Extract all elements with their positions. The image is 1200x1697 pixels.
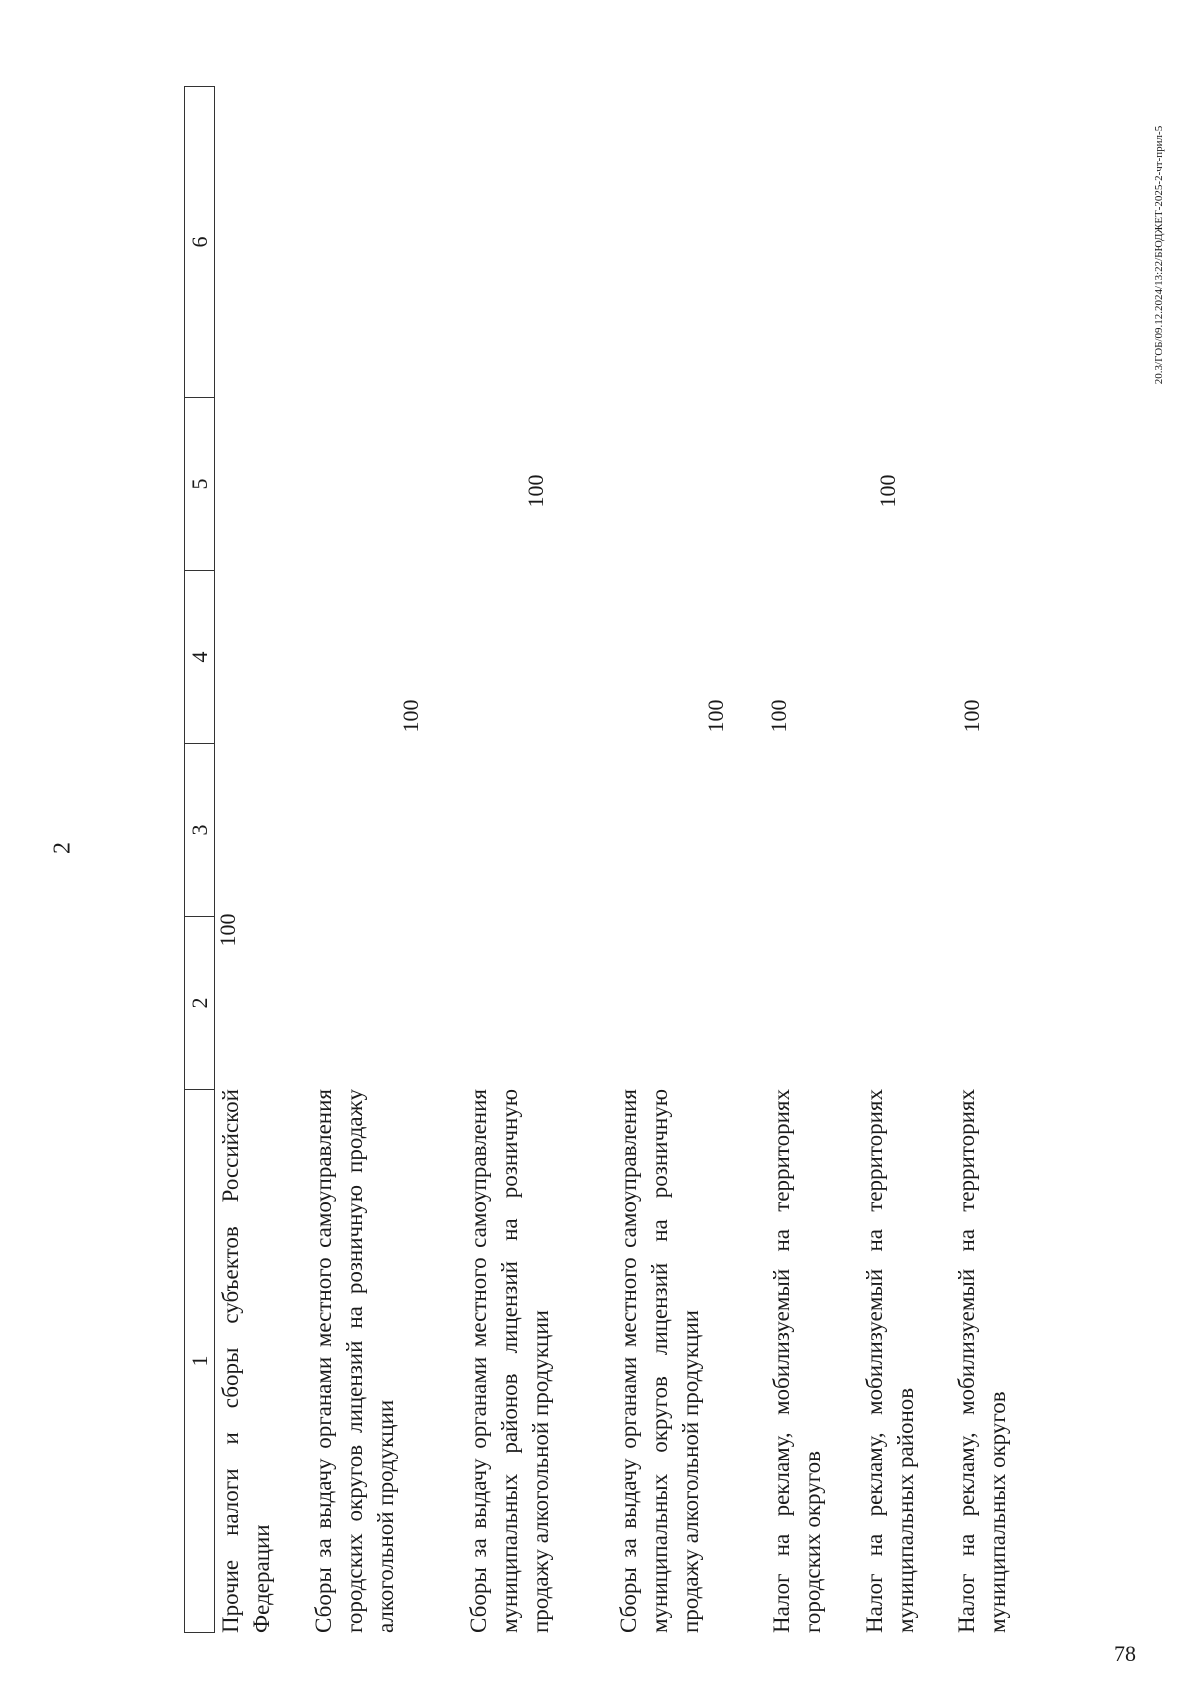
value-cell: 100 bbox=[398, 699, 423, 733]
table-header bbox=[184, 81, 215, 1633]
footer-code: 20.3/ГОБ/09.12.2024/13:22/БЮДЖЕТ-2025-2-чт-прил-5 bbox=[1153, 125, 1165, 385]
value-cell: 100 bbox=[959, 699, 984, 733]
column-header: 3 bbox=[184, 743, 215, 917]
table-row bbox=[859, 81, 951, 1633]
table-row bbox=[215, 81, 308, 1633]
row-description: Прочие налоги и сборы субъектов Российской Федерации bbox=[218, 1089, 274, 1633]
column-header: 6 bbox=[184, 86, 215, 398]
value-cell: 100 bbox=[703, 699, 728, 733]
value-cell: 100 bbox=[523, 474, 548, 508]
row-description: Сборы за выдачу органами местного самоуправления муниципальных районов лицензий на розничную продажу алкогольной продукции bbox=[466, 1089, 553, 1633]
page-number: 2 bbox=[49, 842, 76, 854]
row-description: Налог на рекламу, мобилизуемый на территориях муниципальных районов bbox=[862, 1089, 918, 1633]
column-header: 2 bbox=[184, 916, 215, 1090]
value-cell: 100 bbox=[215, 913, 240, 947]
table-row bbox=[951, 81, 1013, 1633]
row-description: Сборы за выдачу органами местного самоуправления городских округов лицензий на розничную продажу алкогольной продукции bbox=[311, 1089, 398, 1633]
value-cell: 100 bbox=[766, 699, 791, 733]
table-row bbox=[766, 81, 859, 1633]
budget-table bbox=[184, 81, 1013, 1633]
column-header: 1 bbox=[184, 1089, 215, 1633]
table-row bbox=[308, 81, 463, 1633]
table-row bbox=[613, 81, 766, 1633]
table-row bbox=[463, 81, 613, 1633]
column-header: 5 bbox=[184, 397, 215, 571]
column-header: 4 bbox=[184, 570, 215, 744]
row-description: Налог на рекламу, мобилизуемый на территориях муниципальных округов bbox=[954, 1089, 1010, 1633]
row-description: Сборы за выдачу органами местного самоуправления муниципальных округов лицензий на розничную продажу алкогольной продукции bbox=[616, 1089, 703, 1633]
value-cell: 100 bbox=[875, 474, 900, 508]
row-description: Налог на рекламу, мобилизуемый на территориях городских округов bbox=[769, 1089, 825, 1633]
sheet-number: 78 bbox=[1114, 1641, 1136, 1666]
